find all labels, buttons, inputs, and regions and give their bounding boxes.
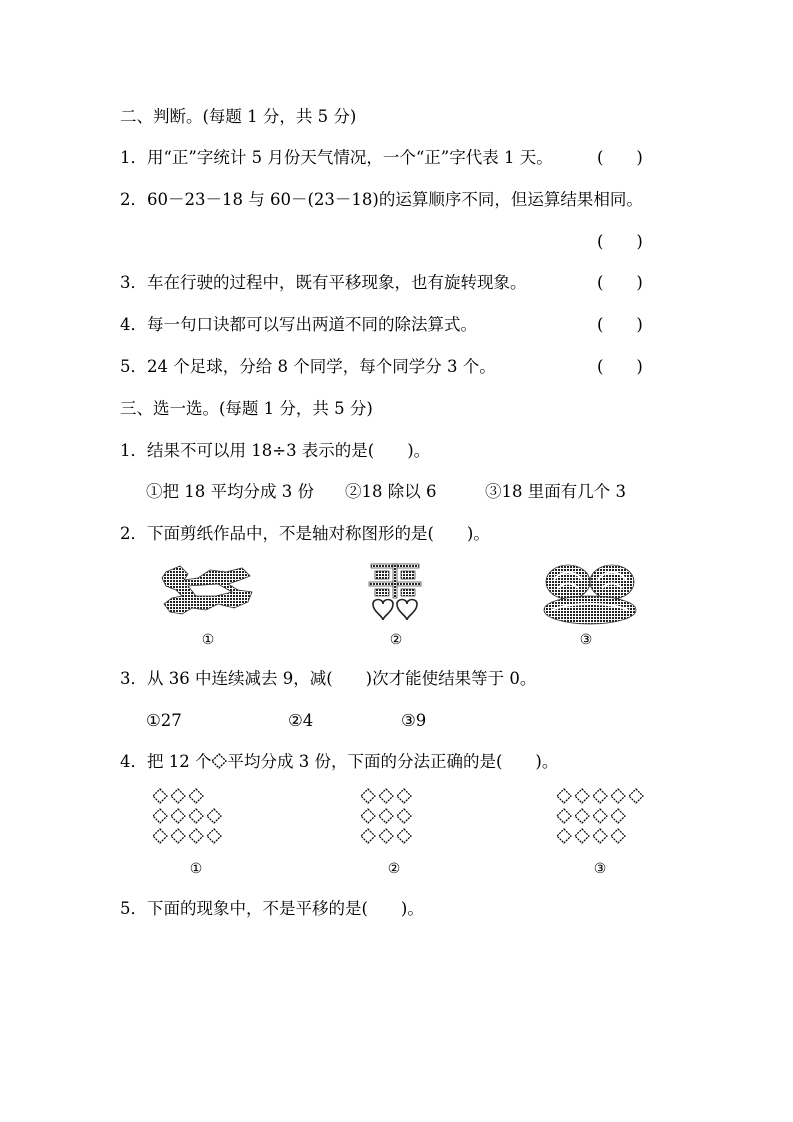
answer-paren-5[interactable]: ( ) (597, 357, 643, 376)
q1-option-1[interactable]: ①把 18 平均分成 3 份 (146, 482, 314, 501)
choice-question-5: 5．下面的现象中，不是平移的是( )。 (120, 899, 424, 918)
q1-option-3[interactable]: ③18 里面有几个 3 (485, 482, 626, 501)
flower-papercut-image[interactable] (540, 560, 640, 626)
choice-question-1: 1．结果不可以用 18÷3 表示的是( )。 (120, 441, 431, 460)
judge-item-2: 2．60－23－18 与 60－(23－18)的运算顺序不同，但运算结果相同。 (120, 190, 643, 209)
q1-option-2[interactable]: ②18 除以 6 (345, 482, 437, 501)
judge-item-4: 4．每一句口诀都可以写出两道不同的除法算式。 (120, 315, 477, 334)
answer-paren-3[interactable]: ( ) (597, 273, 643, 292)
q3-option-2[interactable]: ②4 (288, 711, 314, 730)
diamond-group-3[interactable] (554, 786, 644, 852)
choice-question-4 (120, 751, 558, 773)
section-2-heading: 二、判断。(每题 1 分，共 5 分) (120, 107, 357, 126)
q4-label-2: ② (387, 861, 401, 877)
judge-item-3: 3．车在行驶的过程中，既有平移现象，也有旋转现象。 (120, 273, 527, 292)
answer-paren-4[interactable]: ( ) (597, 315, 643, 334)
judge-item-1: 1．用“正”字统计 5 月份天气情况，一个“正”字代表 1 天。 (120, 148, 553, 167)
diamond-group-2[interactable] (358, 786, 428, 852)
double-happiness-papercut-image[interactable] (367, 562, 423, 622)
q3-option-1[interactable]: ①27 (146, 711, 182, 730)
q2-label-3: ③ (579, 632, 593, 648)
q4-label-3: ③ (593, 861, 607, 877)
q4-text-before: 4．把 12 个 (120, 752, 212, 771)
judge-item-5: 5．24 个足球，分给 8 个同学，每个同学分 3 个。 (120, 357, 496, 376)
section-3-heading: 三、选一选。(每题 1 分，共 5 分) (120, 399, 373, 418)
answer-paren-1[interactable]: ( ) (597, 148, 643, 167)
q2-label-1: ① (201, 632, 215, 648)
choice-question-3: 3．从 36 中连续减去 9，减( )次才能使结果等于 0。 (120, 669, 537, 688)
q2-label-2: ② (389, 632, 403, 648)
dragon-papercut-image[interactable] (158, 562, 258, 620)
diamond-group-1[interactable] (150, 786, 240, 852)
diamond-icon (211, 753, 227, 769)
q4-text-after: 平均分成 3 份，下面的分法正确的是( )。 (227, 752, 559, 771)
answer-paren-2[interactable]: ( ) (597, 232, 643, 251)
choice-question-2: 2．下面剪纸作品中，不是轴对称图形的是( )。 (120, 524, 490, 543)
q3-option-3[interactable]: ③9 (401, 711, 427, 730)
q4-label-1: ① (189, 861, 203, 877)
